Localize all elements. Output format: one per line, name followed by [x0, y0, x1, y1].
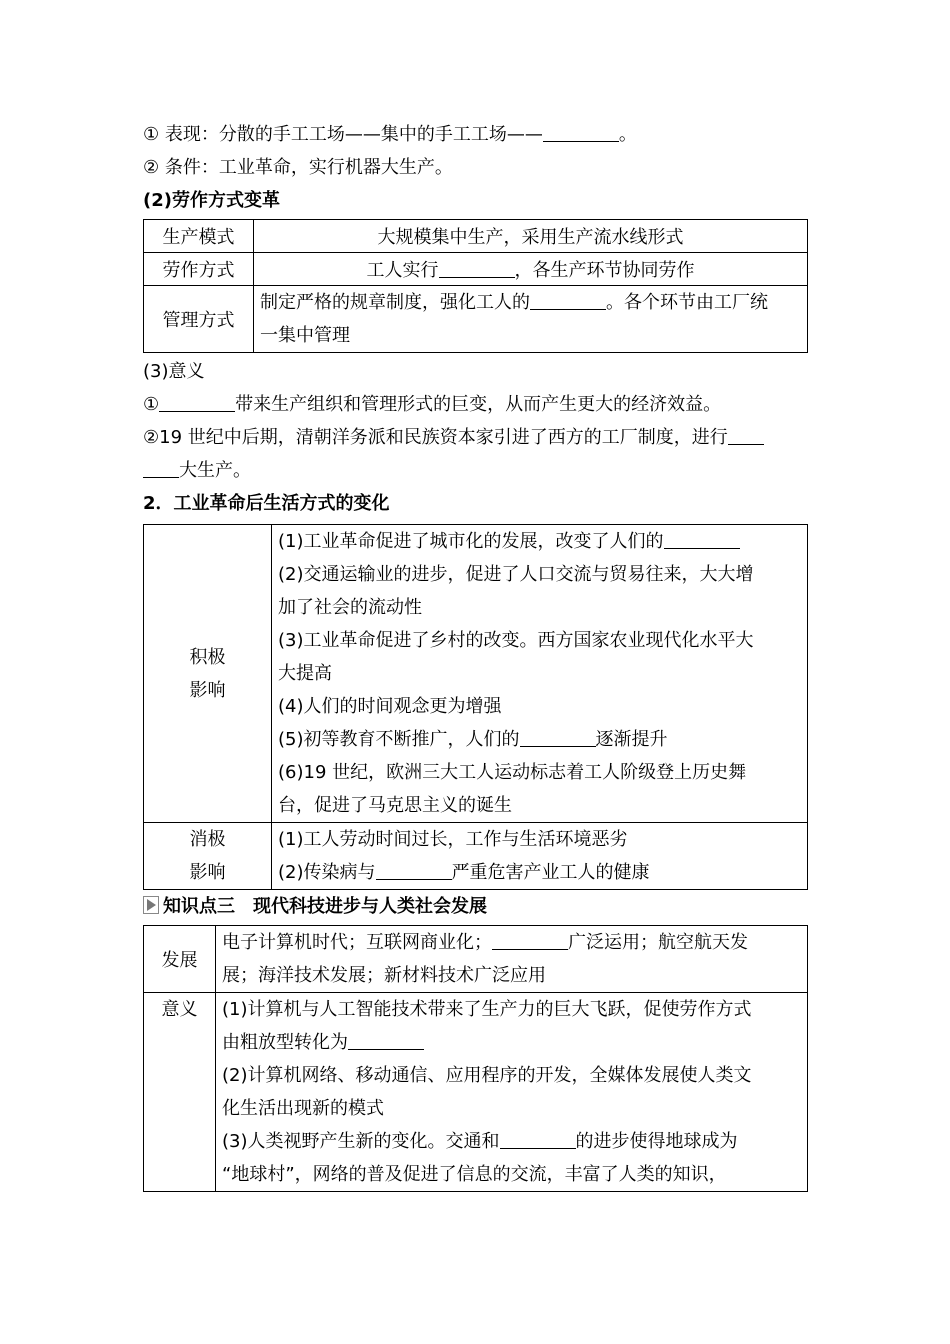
table-cell: 制定严格的规章制度，强化工人的 。各个环节由工厂统 一集中管理 [254, 286, 808, 353]
table-cell: 工人实行 ，各生产环节协同劳作 [254, 253, 808, 286]
document-page [143, 118, 808, 1192]
lifestyle-heading: 2．工业革命后生活方式的变化 [143, 493, 390, 514]
tech-table [143, 925, 808, 1192]
table-cell: 生产模式 [144, 220, 254, 253]
table-cell: 积极 影响 [144, 525, 272, 823]
significance-heading: (3)意义 [143, 361, 205, 382]
knowledge-point-3-heading: 知识点三 现代科技进步与人类社会发展 [143, 890, 808, 923]
significance-2: ②19 世纪中后期，清朝洋务派和民族资本家引进了西方的工厂制度，进行 [143, 421, 808, 454]
condition-line: ② 条件：工业革命，实行机器大生产。 [143, 157, 453, 178]
table-cell: 电子计算机时代；互联网商业化； 广泛运用；航空航天发 展；海洋技术发展；新材料技术广泛应用 [216, 926, 808, 993]
table-cell: (1)计算机与人工智能技术带来了生产力的巨大飞跃，促使劳作方式 由粗放型转化为 (2)计算机网络、移动通信、应用程序的开发，全媒体发展使人类文 化生活出现新的模式 (3)人类视野产生新的变化。交通和 的进步使得地球成为 “地球村”，网络的普及促进了信息的交流，丰富了人类的知识， [216, 993, 808, 1192]
table-cell: (1)工人劳动时间过长，工作与生活环境恶劣 (2)传染病与 严重危害产业工人的健康 [272, 823, 808, 890]
table-cell: 发展 [144, 926, 216, 993]
table-cell: 管理方式 [144, 286, 254, 353]
significance-1: ① 带来生产组织和管理形式的巨变，从而产生更大的经济效益。 [143, 394, 722, 415]
lifestyle-table [143, 524, 808, 890]
performance-line: ① 表现：分散的手工工场——集中的手工工场—— 。 [143, 124, 637, 145]
table-cell: (1)工业革命促进了城市化的发展，改变了人们的 (2)交通运输业的进步，促进了人口交流与贸易往来，大大增 加了社会的流动性 (3)工业革命促进了乡村的改变。西方国家农业现代化水平大 大提高 (4)人们的时间观念更为增强 (5)初等教育不断推广，人们的 逐渐提升 (6)19 世纪，欧洲三大工人运动标志着工人阶级登上历史舞 台，促进了马克思主义的诞生 [272, 525, 808, 823]
play-icon [143, 896, 159, 914]
labor-table [143, 219, 808, 353]
table-cell: 大规模集中生产，采用生产流水线形式 [254, 220, 808, 253]
table-cell: 意义 [144, 993, 216, 1192]
labor-change-heading: (2)劳作方式变革 [143, 190, 280, 211]
blank [543, 123, 619, 142]
table-cell: 消极 影响 [144, 823, 272, 890]
table-cell: 劳作方式 [144, 253, 254, 286]
significance-2-cont: 大生产。 [143, 454, 808, 487]
